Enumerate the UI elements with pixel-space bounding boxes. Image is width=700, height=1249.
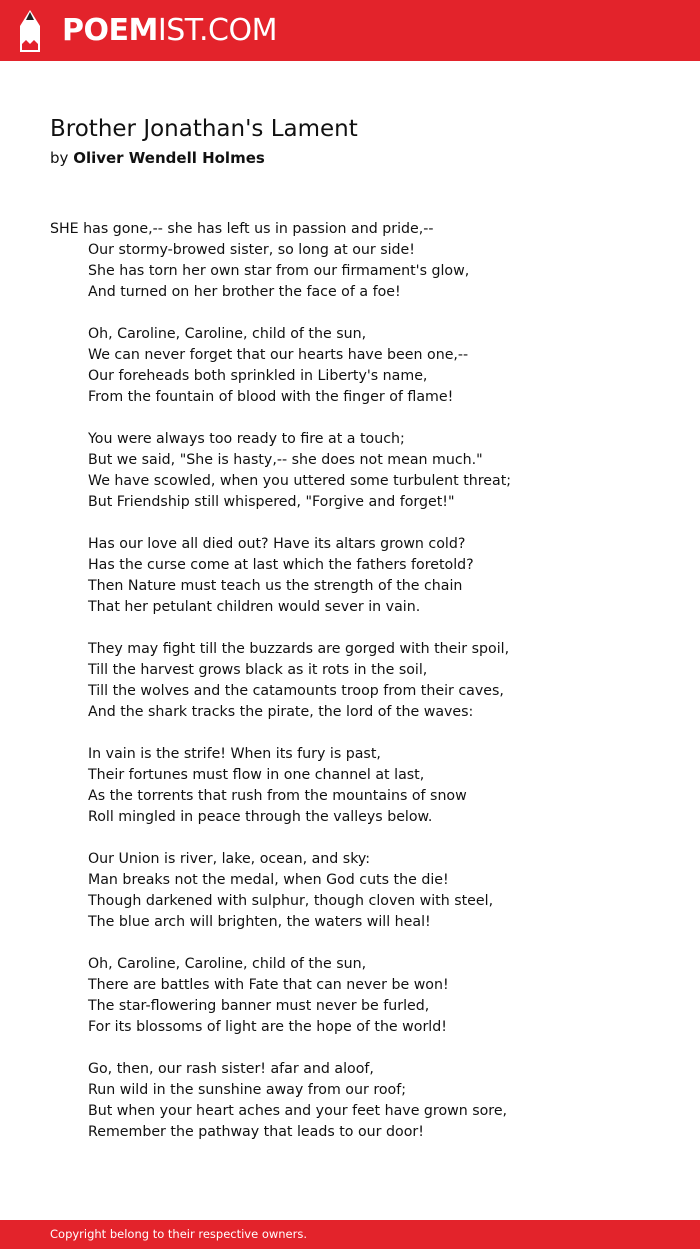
poem-line: And the shark tracks the pirate, the lord of the waves: (88, 704, 474, 720)
stanza (50, 534, 670, 618)
poem-line: Oh, Caroline, Caroline, child of the sun, (88, 326, 367, 342)
poem-line: Roll mingled in peace through the valleys below. (88, 809, 433, 825)
poem-line: Though darkened with sulphur, though cloven with steel, (88, 893, 494, 909)
copyright-text: Copyright belong to their respective owners. (50, 1227, 308, 1241)
poem-line: Our stormy-browed sister, so long at our side! (88, 242, 415, 258)
poem-line: But Friendship still whispered, "Forgive and forget!" (88, 494, 455, 510)
poem-body (50, 219, 670, 1164)
stanza (50, 429, 670, 513)
poem-line: And turned on her brother the face of a foe! (88, 284, 401, 300)
author-name: Oliver Wendell Holmes (73, 149, 265, 167)
poem-line: SHE has gone,-- she has left us in passion and pride,-- (50, 221, 434, 237)
poem-line: Till the wolves and the catamounts troop from their caves, (88, 683, 504, 699)
poem-line: The blue arch will brighten, the waters will heal! (88, 914, 431, 930)
poem-line: In vain is the strife! When its fury is past, (88, 746, 381, 762)
poem-line: Has our love all died out? Have its altars grown cold? (88, 536, 466, 552)
poem-line: There are battles with Fate that can never be won! (88, 977, 449, 993)
poem-line: But we said, "She is hasty,-- she does not mean much." (88, 452, 483, 468)
stanza (50, 219, 670, 303)
stanza (50, 849, 670, 933)
stanza (50, 744, 670, 828)
poem-line: Till the harvest grows black as it rots in the soil, (88, 662, 428, 678)
poem-line: The star-flowering banner must never be furled, (88, 998, 430, 1014)
byline (50, 149, 265, 167)
stanza (50, 954, 670, 1038)
poem-line: You were always too ready to fire at a touch; (88, 431, 405, 447)
poem-line: From the fountain of blood with the finger of flame! (88, 389, 454, 405)
stanza (50, 1059, 670, 1143)
stanza (50, 639, 670, 723)
poem-line: Our foreheads both sprinkled in Liberty's name, (88, 368, 428, 384)
poem-line: They may fight till the buzzards are gorged with their spoil, (88, 641, 510, 657)
poem-title: Brother Jonathan's Lament (50, 116, 358, 142)
poem-line: Their fortunes must flow in one channel at last, (88, 767, 425, 783)
site-header (0, 0, 700, 61)
poem-line: But when your heart aches and your feet have grown sore, (88, 1103, 508, 1119)
site-footer (0, 1220, 700, 1249)
poem-line: Then Nature must teach us the strength of the chain (88, 578, 463, 594)
stanza (50, 324, 670, 408)
poem-line: For its blossoms of light are the hope of the world! (88, 1019, 447, 1035)
poem-line: We can never forget that our hearts have been one,-- (88, 347, 469, 363)
poem-line: Go, then, our rash sister! afar and aloof, (88, 1061, 374, 1077)
poem-line: We have scowled, when you uttered some turbulent threat; (88, 473, 512, 489)
poem-line: Man breaks not the medal, when God cuts the die! (88, 872, 449, 888)
logo-rest-text: IST.COM (157, 13, 277, 48)
poem-line: Remember the pathway that leads to our door! (88, 1124, 424, 1140)
poem-line: She has torn her own star from our firmament's glow, (88, 263, 470, 279)
poem-line: As the torrents that rush from the mountains of snow (88, 788, 467, 804)
logo-bold-text: POEM (62, 13, 158, 48)
by-label: by (50, 149, 69, 167)
site-logo[interactable] (62, 11, 277, 51)
poem-line: That her petulant children would sever in vain. (88, 599, 421, 615)
poem-line: Oh, Caroline, Caroline, child of the sun, (88, 956, 367, 972)
poem-line: Has the curse come at last which the fathers foretold? (88, 557, 474, 573)
pen-nib-icon (18, 10, 42, 52)
poem-line: Our Union is river, lake, ocean, and sky: (88, 851, 371, 867)
poem-line: Run wild in the sunshine away from our roof; (88, 1082, 406, 1098)
